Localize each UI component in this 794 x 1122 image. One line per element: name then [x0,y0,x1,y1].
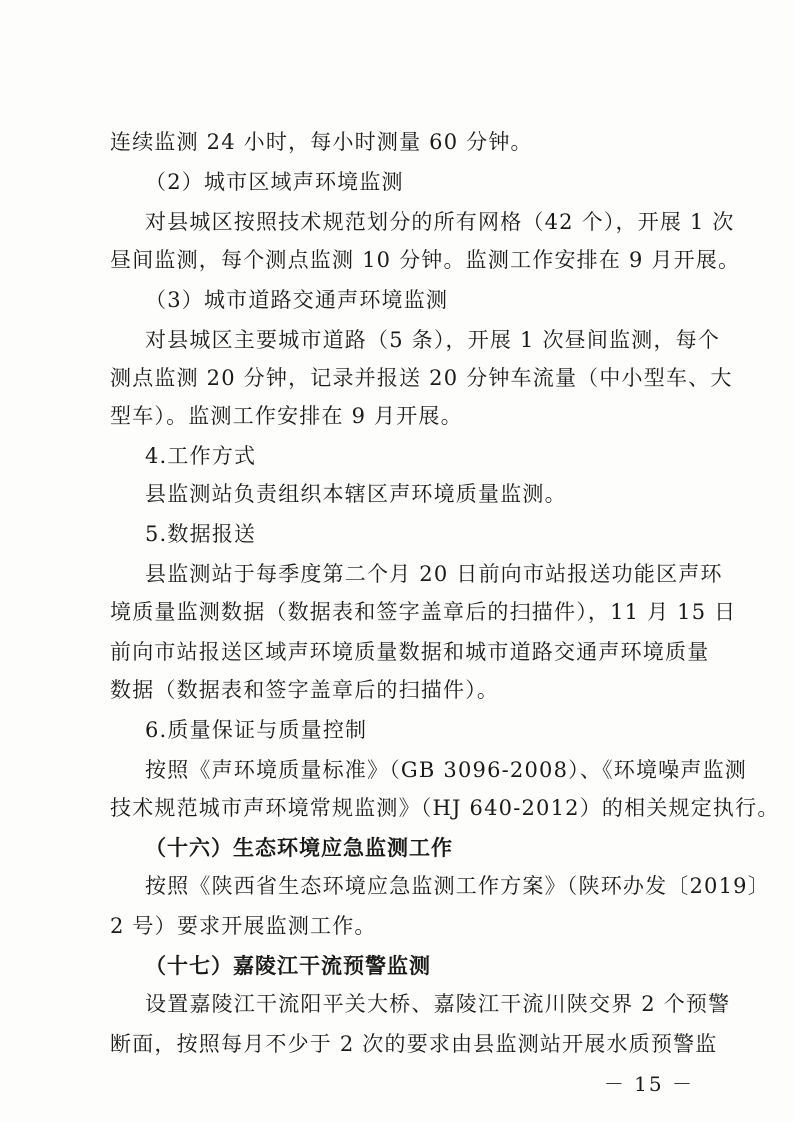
paragraph-line: 2 号）要求开展监测工作。 [110,914,377,938]
paragraph-line: 对县城区按照技术规范划分的所有网格（42 个），开展 1 次 [145,210,735,234]
paragraph-line: 技术规范城市声环境常规监测》（HJ 640-2012）的相关规定执行。 [110,796,780,820]
subsection-heading: （2）城市区域声环境监测 [145,170,404,194]
subsection-heading: 5.数据报送 [145,522,257,546]
paragraph-line: 按照《陕西省生态环境应急监测工作方案》（陕环办发〔2019〕 [145,874,770,898]
paragraph-line: 连续监测 24 小时，每小时测量 60 分钟。 [110,130,533,154]
subsection-heading: 6.质量保证与质量控制 [145,718,368,742]
paragraph-line: 县监测站负责组织本辖区声环境质量监测。 [145,482,567,506]
section-heading: （十六）生态环境应急监测工作 [145,836,453,860]
page-number: － 15 － [603,1072,694,1096]
paragraph-line: 前向市站报送区域声环境质量数据和城市道路交通声环境质量 [110,640,710,664]
section-heading: （十七）嘉陵江干流预警监测 [145,954,431,978]
paragraph-line: 按照《声环境质量标准》（GB 3096-2008）、《环境噪声监测 [145,758,747,782]
paragraph-line: 型车）。监测工作安排在 9 月开展。 [110,404,463,428]
paragraph-line: 对县城区主要城市道路（5 条），开展 1 次昼间监测，每个 [145,328,721,352]
paragraph-line: 设置嘉陵江干流阳平关大桥、嘉陵江干流川陕交界 2 个预警 [145,992,731,1016]
paragraph-line: 境质量监测数据（数据表和签字盖章后的扫描件），11 月 15 日 [110,600,737,624]
paragraph-line: 县监测站于每季度第二个月 20 日前向市站报送功能区声环 [145,562,723,586]
paragraph-line: 测点监测 20 分钟，记录并报送 20 分钟车流量（中小型车、大 [110,366,733,390]
paragraph-line: 数据（数据表和签字盖章后的扫描件）。 [110,678,500,702]
paragraph-line: 断面，按照每月不少于 2 次的要求由县监测站开展水质预警监 [110,1032,718,1056]
subsection-heading: （3）城市道路交通声环境监测 [145,288,449,312]
subsection-heading: 4.工作方式 [145,444,257,468]
paragraph-line: 昼间监测，每个测点监测 10 分钟。监测工作安排在 9 月开展。 [110,248,741,272]
